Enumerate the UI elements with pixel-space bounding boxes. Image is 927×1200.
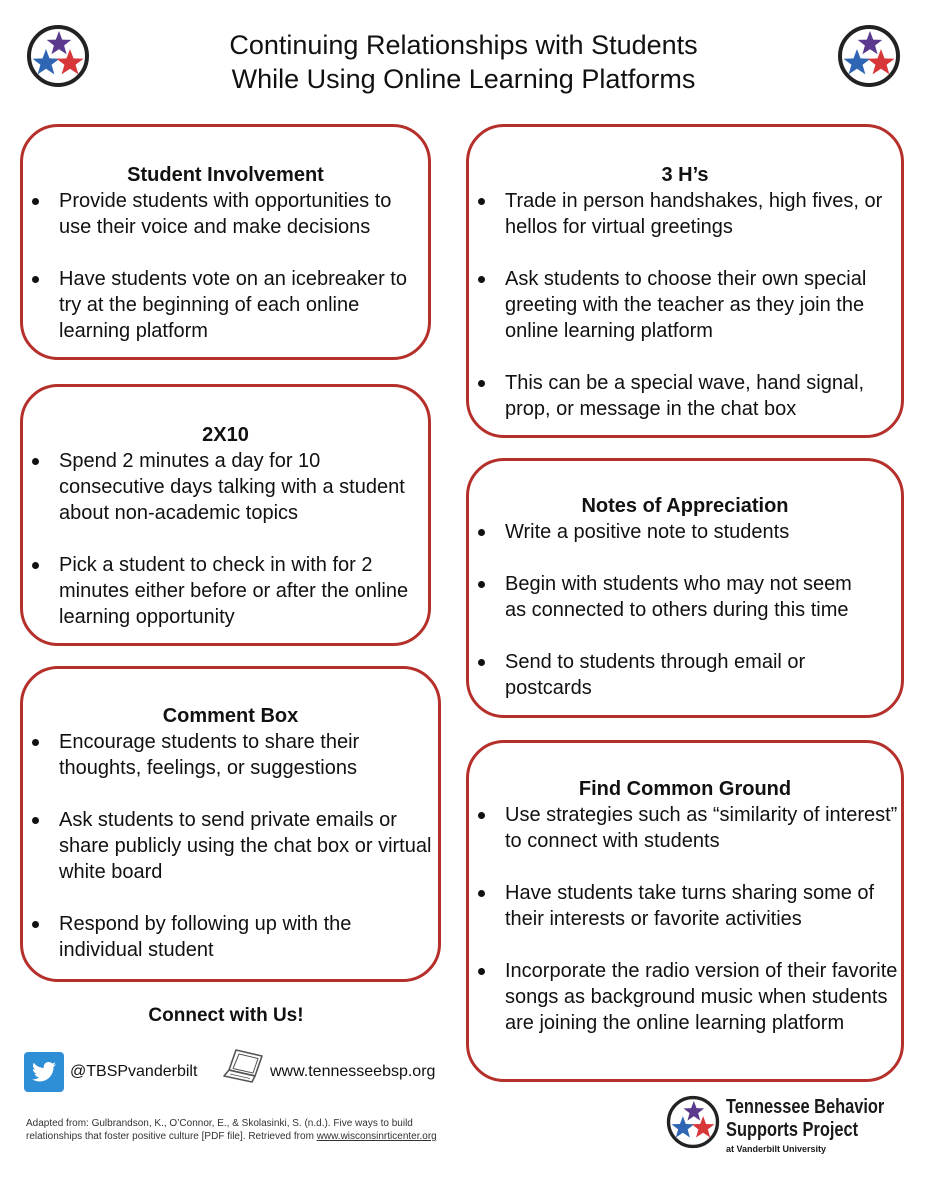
connect-heading: Connect with Us! [148, 1005, 304, 1026]
citation [26, 1117, 486, 1143]
org-name-line-2: Supports Project [726, 1119, 859, 1141]
list-item: Have students take turns sharing some of their interests or favorite activities [474, 880, 902, 932]
list-item: Provide students with opportunities to use their voice and make decisions [28, 188, 424, 240]
list-item: This can be a special wave, hand signal, prop, or message in the chat box [474, 370, 899, 422]
bullet-list [28, 188, 424, 344]
citation-line-2 [26, 1130, 486, 1143]
card-three-hs [466, 124, 904, 438]
card-title: Comment Box [162, 705, 299, 727]
org-subtitle: at Vanderbilt University [726, 1144, 827, 1154]
bullet-list [28, 448, 416, 630]
card-title: Student Involvement [127, 164, 324, 186]
page-title-line-2: While Using Online Learning Platforms [231, 64, 696, 94]
card-title: Notes of Appreciation [581, 495, 789, 517]
org-logo [666, 1094, 906, 1156]
list-item: Have students vote on an icebreaker to try at the beginning of each online learning platform [28, 266, 424, 344]
card-notes-of-appreciation [466, 458, 904, 718]
bullet-list [474, 802, 902, 1036]
list-item: Encourage students to share their thoughts, feelings, or suggestions [28, 729, 434, 781]
list-item: Incorporate the radio version of their favorite songs as background music when students are joining the online learning platform [474, 958, 902, 1036]
citation-line-1: Adapted from: Gulbrandson, K., O’Connor, E., & Skolasinki, S. (n.d.). Five ways to build [26, 1118, 413, 1129]
card-two-by-ten [20, 384, 431, 646]
list-item: Respond by following up with the individual student [28, 911, 434, 963]
card-find-common-ground [466, 740, 904, 1082]
twitter-handle-link[interactable]: @TBSPvanderbilt [70, 1063, 198, 1080]
page-title [150, 28, 777, 96]
tri-star-logo-icon [837, 24, 901, 88]
org-name-line-1: Tennessee Behavior [726, 1096, 885, 1118]
card-comment-box [20, 666, 441, 982]
card-title: 2X10 [202, 424, 249, 446]
twitter-bird-icon[interactable] [24, 1052, 64, 1092]
tri-star-logo-icon [666, 1095, 720, 1149]
card-title: 3 H’s [661, 164, 709, 186]
list-item: Spend 2 minutes a day for 10 consecutive days talking with a student about non-academic topics [28, 448, 416, 526]
tri-star-logo-icon [26, 24, 90, 88]
bullet-list [474, 188, 899, 422]
citation-text: relationships that foster positive culture [PDF file]. Retrieved from [26, 1131, 317, 1142]
laptop-icon [222, 1046, 266, 1088]
list-item: Use strategies such as “similarity of interest” to connect with students [474, 802, 902, 854]
website-link[interactable]: www.tennesseebsp.org [270, 1063, 436, 1080]
list-item: Send to students through email or postcards [474, 649, 874, 701]
list-item: Trade in person handshakes, high fives, or hellos for virtual greetings [474, 188, 899, 240]
citation-link[interactable]: www.wisconsinrticenter.org [316, 1131, 437, 1142]
list-item: Pick a student to check in with for 2 minutes either before or after the online learning opportunity [28, 552, 416, 630]
card-student-involvement [20, 124, 431, 360]
list-item: Ask students to choose their own special greeting with the teacher as they join the online learning platform [474, 266, 899, 344]
page-title-line-1: Continuing Relationships with Students [229, 30, 698, 60]
list-item: Begin with students who may not seem as connected to others during this time [474, 571, 874, 623]
org-name [726, 1096, 884, 1142]
list-item: Write a positive note to students [474, 519, 874, 545]
card-title: Find Common Ground [578, 778, 792, 800]
bullet-list [28, 729, 434, 963]
list-item: Ask students to send private emails or share publicly using the chat box or virtual white board [28, 807, 434, 885]
bullet-list [474, 519, 874, 701]
